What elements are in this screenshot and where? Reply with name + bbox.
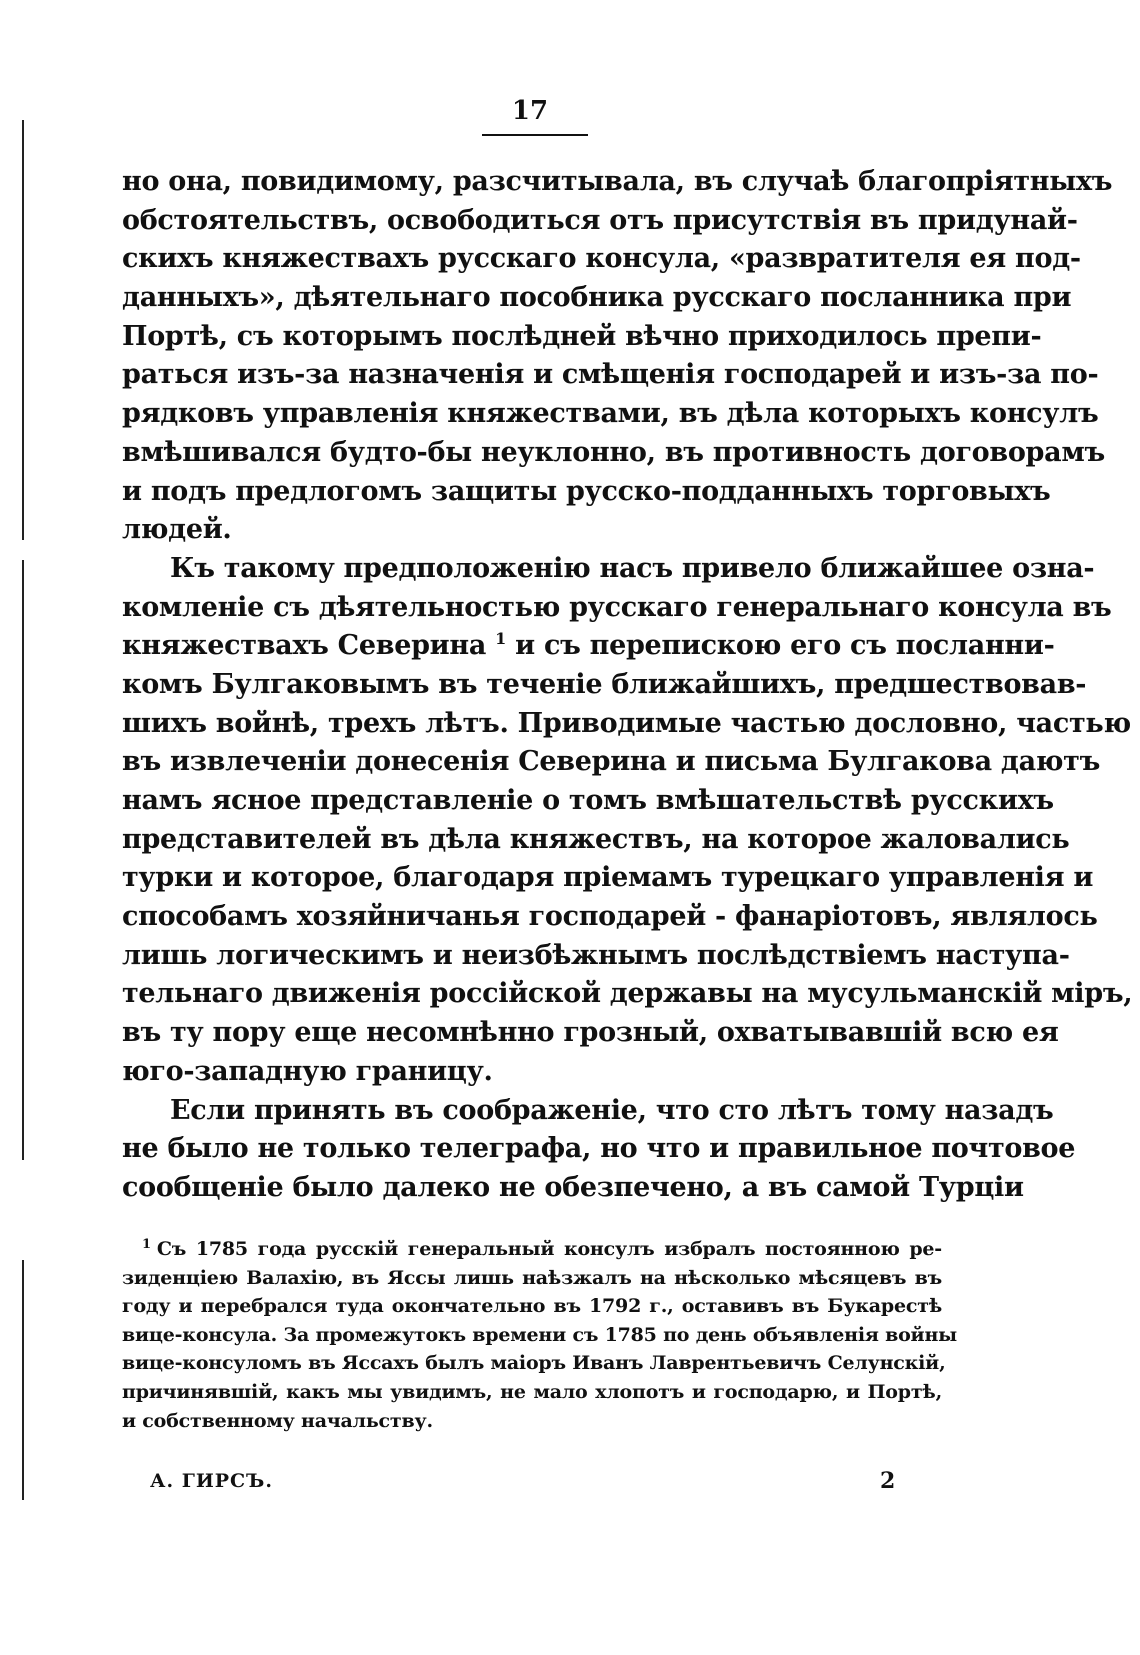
- footnote-line: [122, 1235, 942, 1264]
- text-line: рядковъ управленія княжествами, въ дѣла которыхъ консулъ: [122, 398, 1099, 430]
- footnote: [122, 1235, 958, 1435]
- footnote-line: причинявшій, какъ мы увидимъ, не мало хлопотъ и господарю, и Портѣ,: [122, 1380, 942, 1403]
- text-line: турки и которое, благодаря пріемамъ турецкаго управленія и: [122, 862, 1094, 894]
- page-number: 17: [511, 96, 549, 126]
- text-line: раться изъ-за назначенія и смѣщенія господарей и изъ-за по-: [122, 359, 1099, 391]
- footnote-mark: 1: [142, 1236, 151, 1252]
- text-line: представителей въ дѣла княжествъ, на которое жаловались: [122, 823, 1070, 855]
- text-line: скихъ княжествахъ русскаго консула, «развратителя ея под-: [122, 243, 1081, 275]
- footnote-line: зиденціею Валахію, въ Яссы лишь наѣзжалъ на нѣсколько мѣсяцевъ въ: [122, 1266, 942, 1289]
- text-fragment: княжествахъ Северина: [122, 630, 487, 662]
- footnote-line: вице-консула. За промежутокъ времени съ 1785 по день объявленія войны: [122, 1323, 958, 1346]
- text-line: Къ такому предположенію насъ привело ближайшее озна-: [170, 552, 1095, 584]
- footnote-line: вице-консуломъ въ Яссахъ былъ маіоръ Иванъ Лаврентьевичъ Селунскій,: [122, 1352, 946, 1375]
- body-text: [122, 163, 1133, 1208]
- footnote-reference: 1: [495, 629, 507, 649]
- text-line: способамъ хозяйничанья господарей - фанаріотовъ, являлось: [122, 901, 1098, 933]
- text-line: обстоятельствъ, освободиться отъ присутствія въ придунай-: [122, 204, 1078, 236]
- footnote-line: и собственному начальству.: [122, 1409, 433, 1432]
- text-line: сообщеніе было далеко не обезпечено, а въ самой Турціи: [122, 1171, 1024, 1203]
- text-line: лишь логическимъ и неизбѣжнымъ послѣдствіемъ наступа-: [122, 939, 1070, 971]
- text-line: данныхъ», дѣятельнаго пособника русскаго посланника при: [122, 282, 1072, 314]
- text-line: Если принять въ соображеніе, что сто лѣтъ тому назадъ: [170, 1094, 1054, 1126]
- author-signature: А. ГИРСЪ.: [150, 1470, 273, 1492]
- text-line: Портѣ, съ которымъ послѣдней вѣчно приходилось препи-: [122, 320, 1042, 352]
- text-line: не было не только телеграфа, но что и правильное почтовое: [122, 1133, 1076, 1165]
- text-line: шихъ войнѣ, трехъ лѣтъ. Приводимые частью дословно, частью: [122, 707, 1131, 739]
- text-line-with-footnote-ref: [122, 627, 1055, 666]
- text-line: въ ту пору еще несомнѣнно грозный, охватывавшій всю ея: [122, 1017, 1059, 1049]
- text-line: тельнаго движенія россійской державы на мусульманскій міръ,: [122, 978, 1133, 1010]
- text-line: юго-западную границу.: [122, 1055, 493, 1087]
- text-line: людей.: [122, 514, 232, 546]
- text-line: и подъ предлогомъ защиты русско-подданныхъ торговыхъ: [122, 475, 1051, 507]
- scan-margin-line-bottom: [22, 1260, 24, 1500]
- text-line: вмѣшивался будто-бы неуклонно, въ противность договорамъ: [122, 436, 1105, 468]
- text-line: намъ ясное представленіе о томъ вмѣшательствѣ русскихъ: [122, 785, 1054, 816]
- sheet-number: 2: [880, 1468, 896, 1494]
- footnote-text: Съ 1785 года русскій генеральный консулъ избралъ постоянною ре-: [156, 1238, 942, 1260]
- page-number-underline: [482, 134, 588, 136]
- text-line: но она, повидимому, разсчитывала, въ случаѣ благопріятныхъ: [122, 166, 1113, 197]
- footnote-line: году и перебрался туда окончательно въ 1792 г., оставивъ въ Букарестѣ: [122, 1295, 942, 1318]
- text-line: комленіе съ дѣятельностью русскаго генеральнаго консула въ: [122, 591, 1112, 623]
- scan-margin-line-top: [22, 120, 24, 540]
- text-fragment: и съ перепискою его съ посланни-: [515, 630, 1055, 662]
- text-line: въ извлеченіи донесенія Северина и письма Булгакова даютъ: [122, 746, 1101, 778]
- scan-margin-line-middle: [22, 560, 24, 1160]
- text-line: комъ Булгаковымъ въ теченіе ближайшихъ, предшествовав-: [122, 668, 1087, 700]
